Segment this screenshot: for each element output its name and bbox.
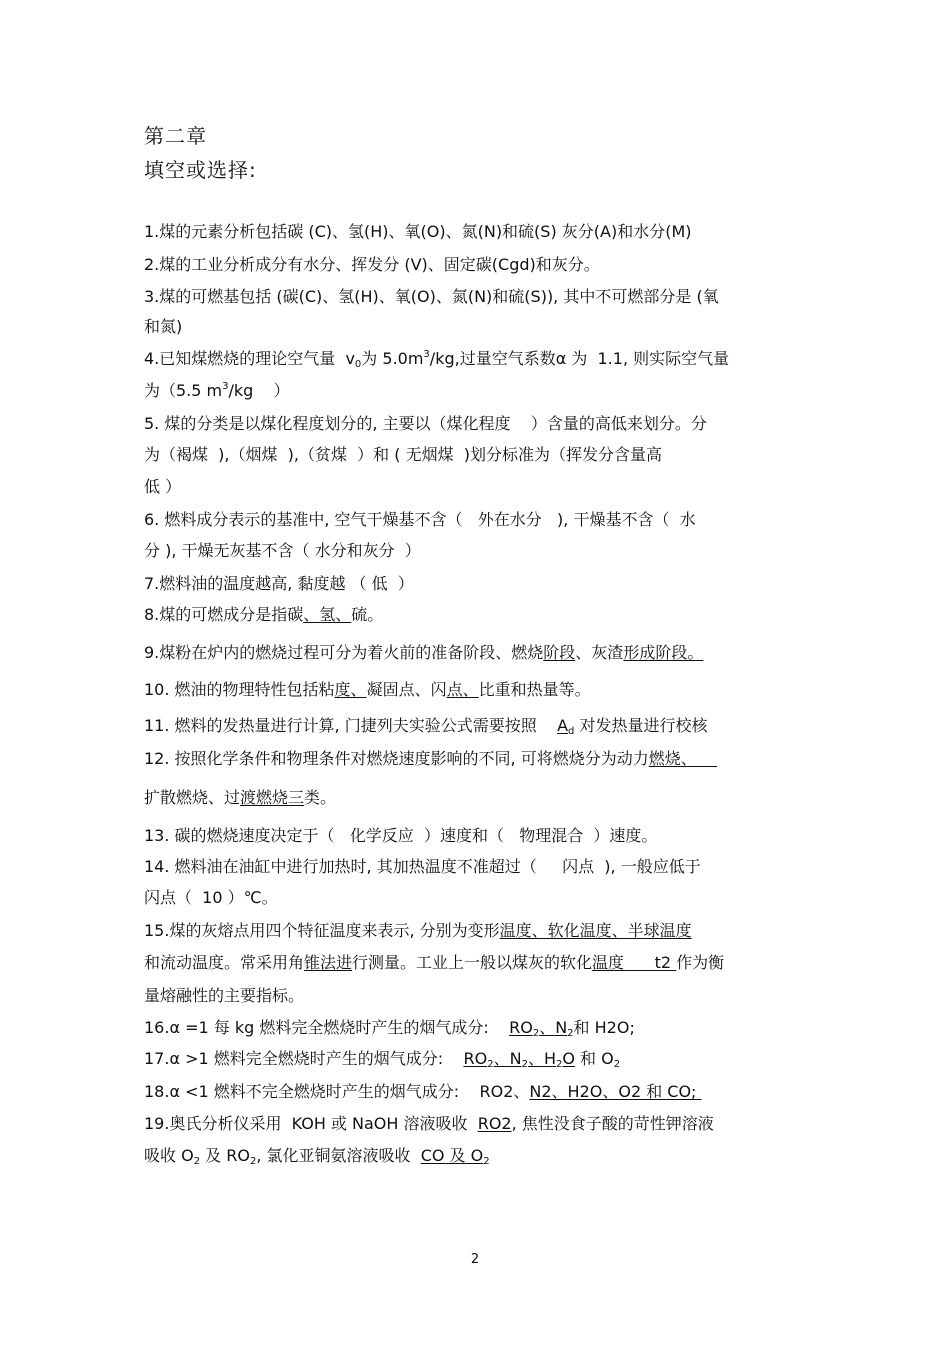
subscript: 2 [532, 1028, 540, 1039]
text-run: 19.奥氏分析仪采用 KOH 或 NaOH 溶液吸收 [144, 1114, 478, 1133]
underlined-text: 度、 [334, 680, 367, 699]
text-run: 为 5.0m [361, 349, 424, 368]
subscript: 2 [193, 1156, 201, 1167]
question-14-line-2: 闪点（ 10 ）℃。 [144, 888, 278, 907]
question-17 [144, 1049, 620, 1069]
underlined-text: 燃烧、 [648, 749, 718, 768]
question-16 [144, 1018, 635, 1038]
subscript: 2 [487, 1059, 494, 1070]
subscript: 2 [613, 1059, 621, 1070]
subscript: 2 [567, 1028, 574, 1039]
text-run: CO 及 O [420, 1146, 484, 1165]
question-7: 7.燃料油的温度越高, 黏度越 （ 低 ） [144, 574, 414, 593]
text-run: 和 H2O; [573, 1018, 635, 1037]
question-4-line-1 [144, 349, 729, 369]
text-run: 行测量。工业上一般以煤灰的软化 [352, 953, 593, 972]
text-run: 、灰渣 [575, 643, 624, 662]
underlined-text: 温度、软化温度、半球温度 [499, 921, 692, 940]
question-15-line-1 [144, 921, 692, 941]
question-19-line-1 [144, 1114, 714, 1134]
question-3-line-2: 和氮) [144, 317, 183, 336]
text-run: 对发热量进行校核 [574, 716, 708, 735]
question-6-line-2: 分 ), 干燥无灰基不含（ 水分和灰分 ） [144, 541, 421, 560]
underlined-text: 、氢、 [303, 605, 352, 624]
text-run: 9.煤粉在炉内的燃烧过程可分为着火前的准备阶段、燃烧 [144, 643, 544, 662]
question-14-line-1: 14. 燃料油在油缸中进行加热时, 其加热温度不准超过（ 闪点 ), 一般应低于 [144, 857, 701, 876]
text-run: 10. 燃油的物理特性包括粘 [144, 680, 335, 699]
superscript: 3 [222, 381, 229, 392]
underlined-text: 阶段 [543, 643, 576, 662]
underlined-text [421, 1146, 490, 1165]
question-15-line-2 [144, 953, 724, 973]
text-run: RO [509, 1018, 533, 1037]
text-run: 、H [527, 1049, 556, 1068]
text-run: 15.煤的灰熔点用四个特征温度来表示, 分别为变形 [144, 921, 500, 940]
question-5-line-2: 为（褐煤 ),（烟煤 ),（贫煤 ）和 ( 无烟煤 )划分标准为（挥发分含量高 [144, 445, 663, 464]
page-number: 2 [470, 1252, 480, 1267]
subscript: d [568, 726, 575, 737]
underlined-text [509, 1018, 573, 1037]
text-run: 18.α <1 燃料不完全燃烧时产生的烟气成分: RO2、 [144, 1082, 530, 1101]
question-12-line-2 [144, 788, 336, 808]
text-run: 硫。 [351, 605, 384, 624]
question-8 [144, 605, 383, 625]
question-9 [144, 643, 703, 663]
chapter-title: 第二章 [144, 124, 207, 148]
question-6-line-1: 6. 燃料成分表示的基准中, 空气干燥基不含（ 外在水分 ), 干燥基不含（ 水 [144, 510, 696, 529]
text-run: /kg,过量空气系数α 为 1.1, 则实际空气量 [429, 349, 730, 368]
underlined-text: 形成阶段。 [623, 643, 704, 662]
subscript: 2 [483, 1156, 490, 1167]
text-run: 作为衡 [676, 953, 725, 972]
question-1: 1.煤的元素分析包括碳 (C)、氢(H)、氧(O)、氮(N)和硫(S) 灰分(A)和水分(M) [144, 222, 692, 241]
question-12-line-1 [144, 749, 717, 769]
question-15-line-3: 量熔融性的主要指标。 [144, 986, 305, 1005]
text-run: 为（5.5 m [144, 381, 223, 400]
text-run: O [562, 1049, 575, 1068]
subscript: 2 [521, 1059, 528, 1070]
question-5-line-1: 5. 煤的分类是以煤化程度划分的, 主要以（煤化程度 ）含量的高低来划分。分 [144, 414, 707, 433]
text-run: , 焦性没食子酸的苛性钾溶液 [511, 1114, 714, 1133]
section-title: 填空或选择: [144, 158, 257, 182]
text-run: 吸收 O [144, 1146, 194, 1165]
text-run: 16.α =1 每 kg 燃料完全燃烧时产生的烟气成分: [144, 1018, 510, 1037]
text-run: 8.煤的可燃成分是指碳 [144, 605, 304, 624]
question-2: 2.煤的工业分析成分有水分、挥发分 (V)、固定碳(Cgd)和灰分。 [144, 255, 600, 274]
superscript: 3 [423, 349, 430, 360]
text-run: 比重和热量等。 [478, 680, 591, 699]
text-run: 17.α >1 燃料完全燃烧时产生的烟气成分: [144, 1049, 464, 1068]
question-5-line-3: 低 ） [144, 477, 182, 496]
question-11 [144, 716, 707, 736]
subscript: 0 [354, 359, 362, 370]
question-13: 13. 碳的燃烧速度决定于（ 化学反应 ）速度和（ 物理混合 ）速度。 [144, 826, 658, 845]
underlined-text: RO2 [477, 1114, 512, 1133]
question-4-line-2 [144, 381, 290, 401]
text-run: 、N [493, 1049, 522, 1068]
question-10 [144, 680, 591, 700]
text-run: , 氯化亚铜氨溶液吸收 [256, 1146, 421, 1165]
underlined-text: 点、 [446, 680, 479, 699]
text-run: 11. 燃料的发热量进行计算, 门捷列夫实验公式需要按照 [144, 716, 558, 735]
text-run: 及 RO [200, 1146, 250, 1165]
underlined-text: 渡燃烧三 [240, 788, 305, 807]
text-run: 和 O [574, 1049, 614, 1068]
text-run: 12. 按照化学条件和物理条件对燃烧速度影响的不同, 可将燃烧分为动力 [144, 749, 649, 768]
question-18 [144, 1082, 702, 1102]
question-19-line-2 [144, 1146, 490, 1166]
text-run: 凝固点、闪 [366, 680, 447, 699]
text-run: 4.已知煤燃烧的理论空气量 v [144, 349, 355, 368]
question-3-line-1: 3.煤的可燃基包括 (碳(C)、氢(H)、氧(O)、氮(N)和硫(S)), 其中不可燃部分是 (氧 [144, 287, 719, 306]
text-run: 、N [539, 1018, 568, 1037]
underlined-text: N2、H2O、O2 和 CO; [529, 1082, 702, 1101]
underlined-text: 锥法进 [304, 953, 353, 972]
text-run: 和流动温度。常采用角 [144, 953, 305, 972]
text-run: 扩散燃烧、过 [144, 788, 241, 807]
text-run: /kg ） [228, 381, 290, 400]
text-run: 类。 [304, 788, 337, 807]
underlined-text: A [557, 716, 569, 735]
subscript: 2 [249, 1156, 257, 1167]
subscript: 2 [556, 1059, 563, 1070]
text-run: RO [463, 1049, 488, 1068]
underlined-text [464, 1049, 575, 1068]
underlined-text: 温度 t2 [592, 953, 677, 972]
